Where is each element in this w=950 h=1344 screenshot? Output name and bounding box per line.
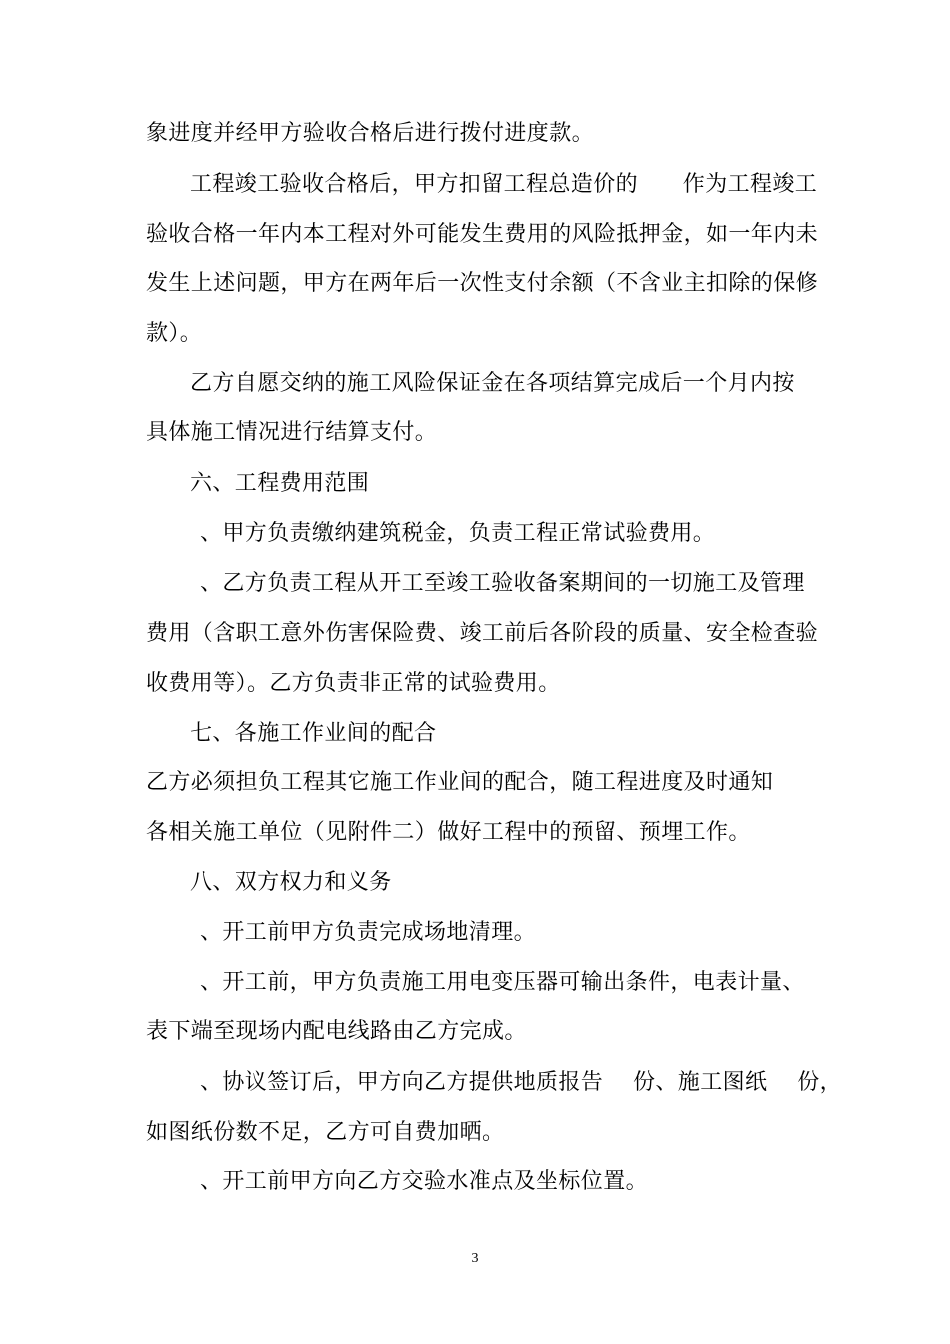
text-line-15: 各相关施工单位（见附件二）做好工程中的预留、预埋工作。	[146, 820, 751, 845]
text-line-17: 、开工前甲方负责完成场地清理。	[200, 920, 537, 945]
text-line-1: 象进度并经甲方验收合格后进行拨付进度款。	[146, 121, 595, 146]
text-line-21: 如图纸份数不足，乙方可自费加晒。	[146, 1120, 505, 1145]
text-line-12: 收费用等）。乙方负责非正常的试验费用。	[146, 671, 561, 696]
text-line-10: 、乙方负责工程从开工至竣工验收备案期间的一切施工及管理	[200, 571, 805, 596]
section-heading-8: 八、双方权力和义务	[190, 870, 392, 895]
text-line-4: 发生上述问题，甲方在两年后一次性支付余额（不含业主扣除的保修	[146, 271, 819, 296]
text-line-20: 、协议签订后，甲方向乙方提供地质报告 份、施工图纸 份，	[200, 1070, 842, 1095]
text-line-2: 工程竣工验收合格后，甲方扣留工程总造价的 作为工程竣工	[190, 172, 818, 197]
text-line-18: 、开工前，甲方负责施工用电变压器可输出条件，电表计量、	[200, 970, 805, 995]
section-heading-7: 七、各施工作业间的配合	[190, 721, 437, 746]
text-line-14: 乙方必须担负工程其它施工作业间的配合，随工程进度及时通知	[146, 770, 774, 795]
text-line-7: 具体施工情况进行结算支付。	[146, 420, 438, 445]
text-line-5: 款）。	[146, 321, 203, 346]
text-line-3: 验收合格一年内本工程对外可能发生费用的风险抵押金，如一年内未	[146, 222, 819, 247]
text-line-19: 表下端至现场内配电线路由乙方完成。	[146, 1019, 527, 1044]
section-heading-6: 六、工程费用范围	[190, 471, 370, 496]
text-line-6: 乙方自愿交纳的施工风险保证金在各项结算完成后一个月内按	[190, 371, 795, 396]
text-line-22: 、开工前甲方向乙方交验水准点及坐标位置。	[200, 1169, 649, 1194]
text-line-9: 、甲方负责缴纳建筑税金，负责工程正常试验费用。	[200, 521, 716, 546]
text-line-11: 费用（含职工意外伤害保险费、竣工前后各阶段的质量、安全检查验	[146, 621, 819, 646]
page-number: 3	[471, 1251, 479, 1266]
